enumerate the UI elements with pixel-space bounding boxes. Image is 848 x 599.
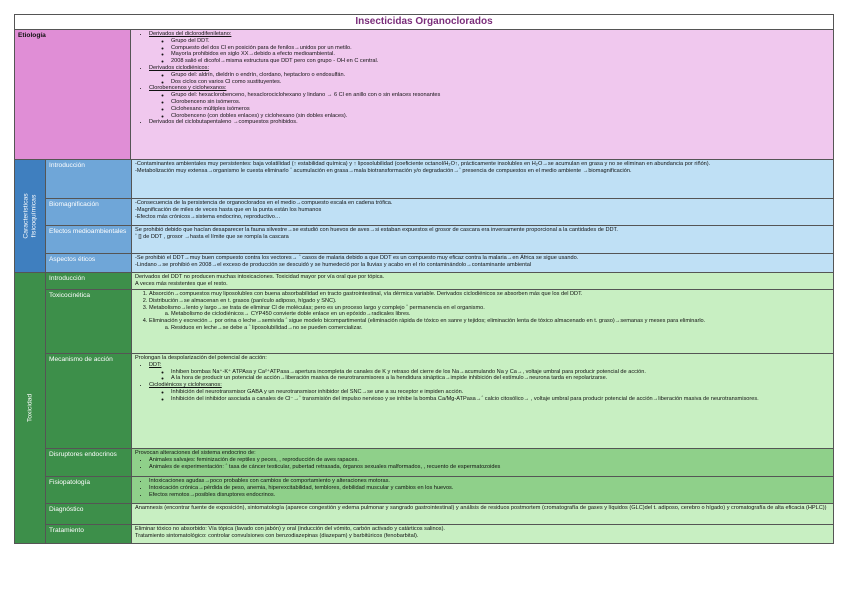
item-text: Eliminación y excreción→ por orina o leche→semivida ˆ sigue modelo bicompartimental (eliminación rápida de tóxico en sanre y tejidos; eliminación lenta de tóxico almacenado en t. graso)→semanas y meses para eliminarlo. [149,318,706,325]
list-item: ◦ A la hora de producir un potencial de acción→liberación masiva de neurotransmisores a la hendidura sináptica→impide inhibición del estímulo→neurona tarda en repolarizarse. [171,375,830,382]
list-item: ◦ Ciclohexano múltiples isómeros [171,106,830,113]
etiologia-group [149,85,830,119]
etiologia-group [149,65,830,85]
item-text: Metabolismo→lento y largo→se trata de eliminar Cl de moléculas; pero es un proceso largo y complejo ˆ permanencia en el organismo. [149,304,485,311]
group-heading: DDT: [149,361,162,368]
text-line: ˆ [] de DDT , grosor →hasta el límite que se rompía la cascara [135,233,289,240]
row-content [132,290,833,353]
etiologia-label: Etiología [15,30,131,159]
list-item [149,382,830,402]
toxicidad-group [14,273,834,544]
row-label: Biomagnificación [46,199,132,225]
caracteristicas-label [15,160,46,272]
list-item: ◦ 2008 salió el dicofol→misma estructura que DDT pero con grupo - OH en C central. [171,58,830,65]
list-item: ◦ Grupo del: aldrín, dieldrín o endrín, clordano, heptacloro o endosulfán. [171,72,830,79]
list-item: 1. Absorción→compuestos muy liposolubles con buena absorbabilidad en tracto gastrointestinal, vía dérmica variable. Derivados ciclodiénicos se absorben más que los del DDT. [149,291,830,298]
text-line: -Lindano→se prohibió en 2008→el exceso de producción se descuidó y se humedeció por la lluvias y acabo en el río contaminándolo→contaminante ambiental [135,261,532,268]
tratamiento-row [46,525,833,543]
vertical-label: Toxicidad [26,393,34,423]
list-item: ◦ Inhibición del inhibidor asociada a canales de Cl⁻→ˆ transmisión del impulso nervioso y se inhibe la bomba Ca/Mg-ATPasa→ˆ calcio citosólico→ , voltaje umbral para producir potencial de acción→liberación masiva de neurotransmisores. [171,396,830,403]
group-heading: Clorobencenos y ciclohexanos: [149,85,227,92]
efectos-row [46,226,833,254]
etiologia-content [131,30,833,159]
list-item: a. Residuos en leche→se debe a ˆ liposolubilidad→no se pueden comercializar. [171,325,830,332]
row-label: Fisiopatología [46,477,132,503]
row-content [132,254,833,272]
list-item: ◦ Grupo del DDT. [171,38,830,45]
row-content [132,477,833,503]
text-line: Anamnesis (encontrar fuente de exposición), sintomatología (aparece congestión y edema pulmonar y sangrado gastrointestinal) y análisis de residuos postmortem (cromatografía de gases y líquidos (GLC)del t. adiposo, cerebro o hígado) y cromatografía de alta eficacia (HPLC)) [135,505,827,511]
row-content [132,449,833,476]
row-content [132,199,833,225]
row-label: Mecanismo de acción [46,354,132,448]
row-label: Tratamiento [46,525,132,543]
row-content [132,160,833,198]
caracteristicas-group [14,160,834,273]
list-item: ◦ Inhiben bombas Na⁺-K⁺ ATPAsa y Ca²⁺ATPasa→apertura incompleta de canales de K y retraso del cierre de los Na→acumulando Na y Ca→, voltaje umbral para producir potencial de acción. [171,369,830,376]
toxicocinetica-row [46,290,833,354]
text-line: Prolongan la despolarización del potencial de acción: [135,355,267,361]
list-item: ◦ Dos ciclos con varios Cl como sustituyentes. [171,79,830,86]
list-item: ◦ Clorobenceno (con dobles enlaces) y ciclohexano (sin dobles enlaces). [171,113,830,120]
list-item: • Intoxicación crónica→pérdida de peso, anemia, hiperexcitabilidad, temblores, debilidad muscular y cambios en los huevos. [149,485,830,492]
row-content [132,504,833,524]
list-item: 2. Distribución→se almacenan en t. grasos (panículo adiposo, hígado y SNC). [149,298,830,305]
list-item [149,318,830,332]
mecanismo-row [46,354,833,449]
row-label: Diagnóstico [46,504,132,524]
list-item: • Animales salvajes: feminización de reptiles y peces, , reproducción de aves rapaces. [149,457,830,464]
introduccion-row [46,160,833,199]
diagnostico-row [46,504,833,525]
list-item: • Intoxicaciones agudas→poco probables con cambios de comportamiento y alteraciones motoras. [149,478,830,485]
biomagnificacion-row [46,199,833,226]
disruptores-row [46,449,833,477]
list-item: ◦ Compuesto del dos Cl en posición para de fenilos→unidos por un metilo. [171,45,830,52]
text-line: -Metabolización muy extensa→organismo le cuesta eliminarlo ˆ acumulación en grasa→mala biotransformación y/o degradación→ˆ presencia de compuestos en el medio ambiente →biomagnificación. [135,167,632,174]
text-line: -Contaminantes ambientales muy persistentes: baja volatilidad (↑ estabilidad química) y ↑ liposolubilidad (coeficiente octanol/H₂O↑, prácticamente insolubles en H₂O→se acumulan en grasa y no se eliminan en abundancia por riñón). [135,161,711,167]
text-line: Derivados del DDT no producen muchas intoxicaciones. Toxicidad mayor por vía oral que por tópica. [135,274,385,280]
list-item: ◦ Grupo del: hexaclorobenceno, hexaclorociclohexano y lindano → 6 Cl en anillo con o sin enlaces resonantes [171,92,830,99]
list-item: ◦ Mayoría prohibidos en siglo XX→debido a efecto medioambiental. [171,51,830,58]
list-item: ◦ Inhibición del neurotransmisor GABA y un neurotransmisor inhibidor del SNC→se une a su receptor e impiden acción. [171,389,830,396]
vertical-label: Características fisicoquímicas [22,193,37,239]
text-line: -Se prohibió el DDT→muy buen compuesto contra los vectores→ ˆ casos de malaria debido a que DDT es un compuesto muy eficaz contra la malaria→en África se sigue usando. [135,255,579,261]
group-heading: Derivados del diclorodifeniletano: [149,31,232,37]
list-item: a. Metabolismo de ciclodiénicos→ CYP450 convierte doble enlace en un epóxido→radicales libres. [171,311,830,318]
document-title: Insecticidas Organoclorados [14,14,834,30]
row-label: Introducción [46,160,132,198]
toxicidad-label [15,273,46,543]
text-line: -Efectos más crónicos→sistema endocrino, reproductivo… [135,213,281,220]
aspectos-row [46,254,833,272]
document [14,14,834,544]
list-item: • Derivados del ciclobutapentaleno →compuestos prohibidos. [149,119,830,126]
tox-introduccion-row [46,273,833,290]
text-line: Provocan alteraciones del sistema endocrino de: [135,450,256,456]
text-line: -Magnificación de miles de veces hasta que en la punta están los humanos [135,206,322,213]
group-heading: Derivados ciclodiénicos: [149,64,210,71]
row-label: Toxicocinética [46,290,132,353]
list-item [149,305,830,319]
list-item [149,362,830,382]
etiologia-row [14,30,834,160]
text-line: Eliminar tóxico no absorbido: Vía tópica (lavado con jabón) y oral (inducción del vómito, carbón activado y catárticos salinos). [135,526,445,532]
list-item: • Efectos remotos→posibles disruptores endocrinos. [149,492,830,499]
row-content [132,354,833,448]
list-item: • Animales de experimentación: ˆ tasa de cáncer testicular, pubertad retrasada, órganos sexuales malformados, , recuento de espermatozoides [149,464,830,471]
text-line: Se prohibió debido que hacían desaparecer la fauna silvestre→se estudió con huevos de aves→si estaban expuestos el grosor de cascara era inversamente proporcional a la cantidades de DDT. [135,227,618,233]
row-content [132,525,833,543]
row-label: Disruptores endocrinos [46,449,132,476]
row-label: Efectos medioambientales [46,226,132,253]
text-line: A veces más resistentes que el resto. [135,280,228,287]
group-heading: Ciclodiénicos y ciclohexanos: [149,382,222,389]
etiologia-group [149,31,830,65]
fisiopatologia-row [46,477,833,504]
text-line: -Consecuencia de la persistencia de organoclorados en el medio→compuesto escala en cadena trófica. [135,200,393,206]
row-content [132,226,833,253]
row-label: Introducción [46,273,132,289]
list-item: ◦ Clorobenceno sin isómeros. [171,99,830,106]
text-line: Tratamiento sintomatológico: controlar convulsiones con benzodiazepinas (diazepam) y barbitúricos (fenobarbital). [135,532,419,539]
row-content [132,273,833,289]
row-label: Aspectos éticos [46,254,132,272]
